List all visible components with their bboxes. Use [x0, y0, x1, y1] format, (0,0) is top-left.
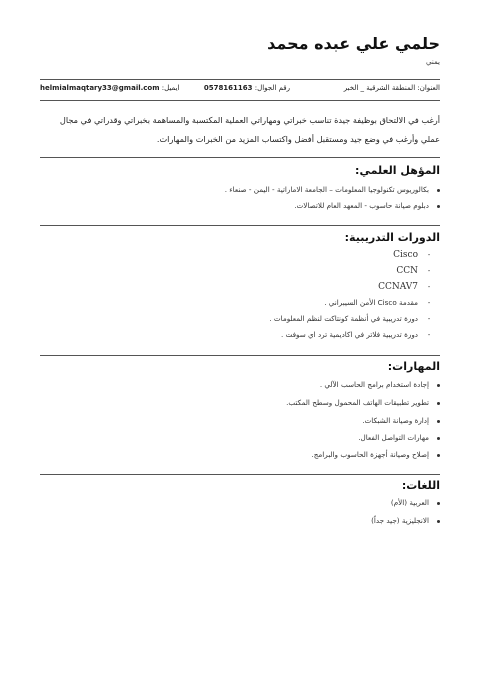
- bullet-icon: [437, 384, 440, 387]
- course-item: -دورة تدريبية في أنظمة كونتاكت لنظم المعلومات .: [269, 311, 440, 327]
- objective-paragraph: أرغب في الالتحاق بوظيفة جيدة تناسب خبراتي ومهاراتي العملية المكتسبة والمساهمة بخبراتي وقدراتي في مجال عملي وأرغب في وضع جيد ومستقبل أفضل واكتساب المزيد من الخبرات والمهارات.: [59, 115, 440, 144]
- divider-courses: [40, 355, 440, 356]
- dash-icon: -: [427, 266, 431, 275]
- contact-email: [40, 84, 180, 92]
- language-item: الانجليزية (جيد جداً): [371, 513, 440, 529]
- dash-icon: -: [427, 282, 431, 291]
- section-title-skills: المهارات:: [387, 360, 440, 373]
- applicant-name: حلمي علي عبده محمد: [267, 34, 440, 53]
- bullet-icon: [437, 502, 440, 505]
- course-item: -CCNAV7: [378, 279, 440, 295]
- bullet-icon: [437, 189, 440, 192]
- section-title-courses: الدورات التدريبية:: [344, 231, 440, 244]
- bullet-icon: [437, 420, 440, 423]
- education-item: بكالوريوس تكنولوجيا المعلومات – الجامعة الاماراتية - اليمن - صنعاء .: [225, 182, 440, 198]
- bullet-icon: [437, 205, 440, 208]
- course-item: -دورة تدريبية فلاتر في اكاديمية ترد اي سوفت .: [281, 327, 440, 343]
- course-item: -مقدمة Cisco الأمن السيبراني .: [324, 295, 440, 311]
- phone-number: 0578161163: [203, 84, 253, 92]
- divider-objective: [40, 157, 440, 158]
- bullet-icon: [437, 402, 440, 405]
- divider-header: [40, 79, 440, 80]
- nationality: يمني: [426, 58, 440, 66]
- dash-icon: -: [427, 314, 431, 323]
- skill-item: تطوير تطبيقات الهاتف المحمول وسطح المكتب.: [286, 395, 440, 411]
- skill-item: إصلاح وصيانة أجهزة الحاسوب والبرامج.: [311, 447, 440, 463]
- skill-item: إجادة استخدام برامج الحاسب الآلي .: [320, 377, 440, 393]
- bullet-icon: [437, 520, 440, 523]
- phone-label: رقم الجوال:: [254, 84, 290, 92]
- course-item: -CCN: [396, 263, 440, 279]
- dash-icon: -: [427, 250, 431, 259]
- bullet-icon: [437, 437, 440, 440]
- dash-icon: -: [427, 298, 431, 307]
- skill-item: مهارات التواصل الفعال.: [358, 430, 440, 446]
- contact-address: العنوان: المنطقة الشرقية _ الخبر: [343, 84, 440, 92]
- course-item: -Cisco: [393, 247, 440, 263]
- language-item: العربية (الأم): [391, 495, 440, 511]
- section-title-education: المؤهل العلمي:: [355, 164, 440, 177]
- divider-skills: [40, 474, 440, 475]
- email-label: ايميل:: [161, 84, 180, 92]
- bullet-icon: [437, 454, 440, 457]
- contact-row: [40, 84, 440, 96]
- section-title-languages: اللغات:: [401, 479, 440, 492]
- dash-icon: -: [427, 330, 431, 339]
- skill-item: إدارة وصيانة الشبكات.: [362, 413, 440, 429]
- email-address: helmialmaqtary33@gmail.com: [40, 84, 160, 92]
- education-item: دبلوم صيانة حاسوب - المعهد العام للاتصالات.: [294, 198, 440, 214]
- divider-contact: [40, 100, 440, 101]
- divider-education: [40, 225, 440, 226]
- contact-phone: [204, 84, 290, 92]
